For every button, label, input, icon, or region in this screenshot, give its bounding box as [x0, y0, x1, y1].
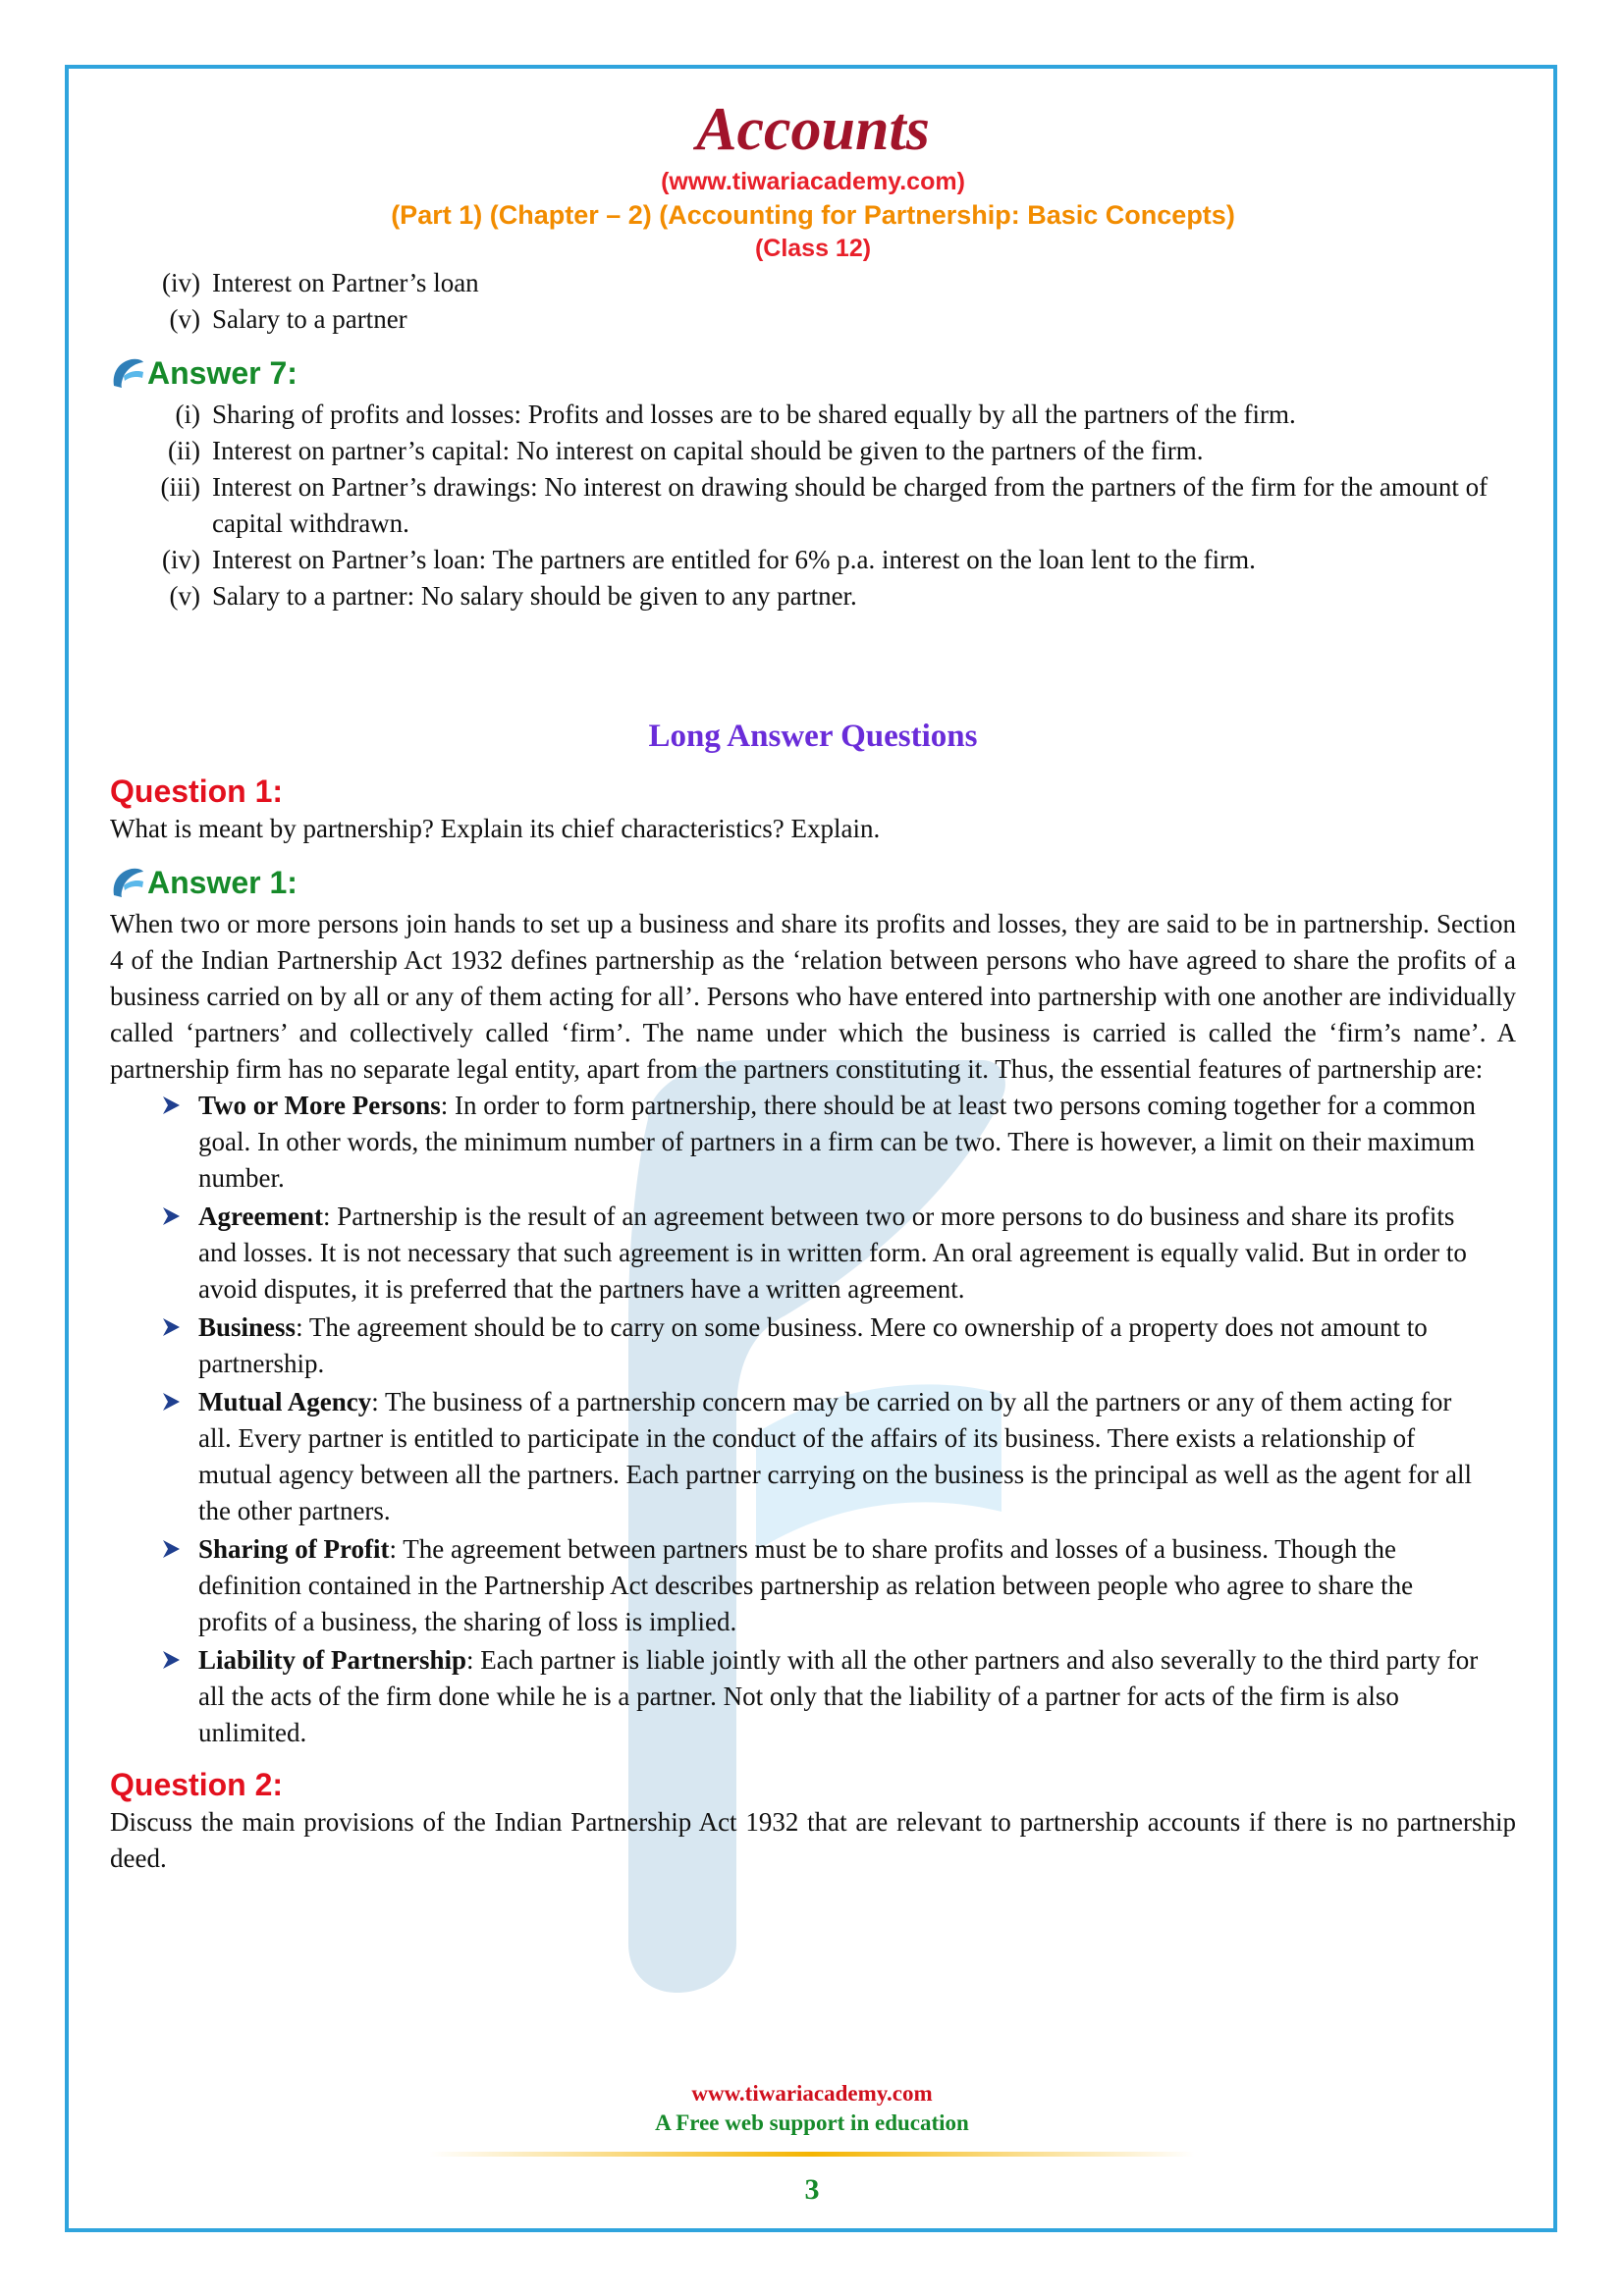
- answer-7-list: [110, 397, 1516, 614]
- header-chapter: (Part 1) (Chapter – 2) (Accounting for Partnership: Basic Concepts): [391, 200, 1235, 230]
- list-item-number: (iii): [160, 472, 200, 502]
- feature-term: Sharing of Profit: [198, 1534, 390, 1564]
- list-item: [110, 542, 1516, 578]
- question-2-text: Discuss the main provisions of the Indian Partnership Act 1932 that are relevant to partnership accounts if there is no partnership deed.: [110, 1807, 1516, 1873]
- arrowhead-bullet-icon: [110, 1088, 198, 1197]
- feature-item: [110, 1642, 1516, 1751]
- answer-1-heading: [110, 863, 1516, 902]
- feature-item: [110, 1384, 1516, 1529]
- list-item: [110, 433, 1516, 469]
- list-item: [110, 397, 1516, 433]
- page-title: Accounts: [696, 96, 930, 163]
- tiwari-academy-logo-icon: [110, 356, 145, 390]
- arrowhead-bullet-icon: [110, 1531, 198, 1640]
- feature-item: [110, 1199, 1516, 1308]
- list-item-text: Interest on partner’s capital: No interest on capital should be given to the partners of the firm.: [212, 436, 1204, 465]
- list-item: [110, 301, 1516, 338]
- feature-text: : Partnership is the result of an agreement between two or more persons to do business and share its profits and losses. It is not necessary that such agreement is in written form. An oral agreement is equally valid. But in order to avoid disputes, it is preferred that the partners have a written agreement.: [198, 1201, 1467, 1304]
- feature-term: Two or More Persons: [198, 1091, 441, 1120]
- list-item-text: Interest on Partner’s loan: The partners are entitled for 6% p.a. interest on the loan lent to the firm.: [212, 545, 1256, 574]
- features-list: [110, 1088, 1516, 1751]
- feature-item: [110, 1531, 1516, 1640]
- question-1-text: What is meant by partnership? Explain its chief characteristics? Explain.: [110, 814, 881, 843]
- arrowhead-bullet-icon: [110, 1642, 198, 1751]
- answer-7-heading: [110, 353, 1516, 393]
- list-item-text: Interest on Partner’s loan: [212, 268, 479, 297]
- feature-item: [110, 1309, 1516, 1382]
- feature-text: : In order to form partnership, there should be at least two persons coming together for a common goal. In other words, the minimum number of partners in a firm can be two. There is however, a limit on their maximum number.: [198, 1091, 1476, 1193]
- arrowhead-bullet-icon: [110, 1384, 198, 1529]
- list-item-number: (v): [169, 304, 200, 334]
- list-item: [110, 578, 1516, 614]
- arrowhead-bullet-icon: [110, 1309, 198, 1382]
- list-item-text: Salary to a partner: [212, 304, 407, 334]
- top-list: [110, 265, 1516, 338]
- list-item-text: Salary to a partner: No salary should be given to any partner.: [212, 581, 857, 611]
- feature-text: : The business of a partnership concern may be carried on by all the partners or any of them acting for all. Every partner is entitled to participate in the conduct of the affairs of its business. There exists a relationship of mutual agency between all the partners. Each partner carrying on the business is the principal as well as the agent for all the other partners.: [198, 1387, 1473, 1525]
- list-item-number: (iv): [162, 268, 200, 297]
- answer-1-intro: When two or more persons join hands to set up a business and share its profits and losses, they are said to be in partnership. Section 4 of the Indian Partnership Act 1932 defines partnership as the ‘relation between persons who have agreed to share the profits of a business carried on by all or any of them acting for all’. Persons who have entered into partnership with one another are individually called ‘partners’ and collectively called ‘firm’. The name under which the business is carried is called the ‘firm’s name’. A partnership firm has no separate legal entity, apart from the partners constituting it. Thus, the essential features of partnership are:: [110, 909, 1516, 1084]
- page-footer: [0, 2079, 1624, 2210]
- footer-website-link[interactable]: www.tiwariacademy.com: [691, 2081, 933, 2106]
- feature-text: : The agreement between partners must be to share profits and losses of a business. Though the definition contained in the Partnership Act describes partnership as relation between people who agree to share the profits of a business, the sharing of loss is implied.: [198, 1534, 1414, 1636]
- answer-heading-text: Answer 7:: [147, 355, 298, 391]
- section-title: Long Answer Questions: [648, 719, 978, 754]
- page-content: [110, 94, 1516, 1877]
- list-item: [110, 469, 1516, 542]
- list-item-number: (iv): [162, 545, 200, 574]
- feature-term: Liability of Partnership: [198, 1645, 467, 1675]
- feature-text: : The agreement should be to carry on some business. Mere co ownership of a property does not amount to partnership.: [198, 1312, 1428, 1378]
- feature-item: [110, 1088, 1516, 1197]
- list-item-number: (v): [169, 581, 200, 611]
- page-number: 3: [804, 2173, 820, 2206]
- list-item: [110, 265, 1516, 301]
- feature-text: : Each partner is liable jointly with all the other partners and also severally to the third party for all the acts of the firm done while he is a partner. Not only that the liability of a partner for acts of the firm is also unlimited.: [198, 1645, 1479, 1747]
- arrowhead-bullet-icon: [110, 1199, 198, 1308]
- question-1-heading: Question 1:: [110, 774, 284, 809]
- list-item-text: Sharing of profits and losses: Profits and losses are to be shared equally by all the partners of the firm.: [212, 400, 1296, 429]
- tiwari-academy-logo-icon: [110, 866, 145, 899]
- feature-term: Mutual Agency: [198, 1387, 372, 1416]
- footer-divider: [429, 2152, 1195, 2157]
- feature-term: Business: [198, 1312, 297, 1342]
- question-2-heading: Question 2:: [110, 1767, 284, 1802]
- header-class: (Class 12): [754, 235, 872, 262]
- list-item-number: (ii): [168, 436, 200, 465]
- list-item-number: (i): [175, 400, 200, 429]
- list-item-text: Interest on Partner’s drawings: No interest on drawing should be charged from the partners of the firm for the amount of capital withdrawn.: [212, 472, 1489, 538]
- footer-tagline: A Free web support in education: [655, 2110, 969, 2135]
- feature-term: Agreement: [198, 1201, 323, 1231]
- header-website: (www.tiwariacademy.com): [661, 168, 965, 195]
- answer-heading-text: Answer 1:: [147, 865, 298, 900]
